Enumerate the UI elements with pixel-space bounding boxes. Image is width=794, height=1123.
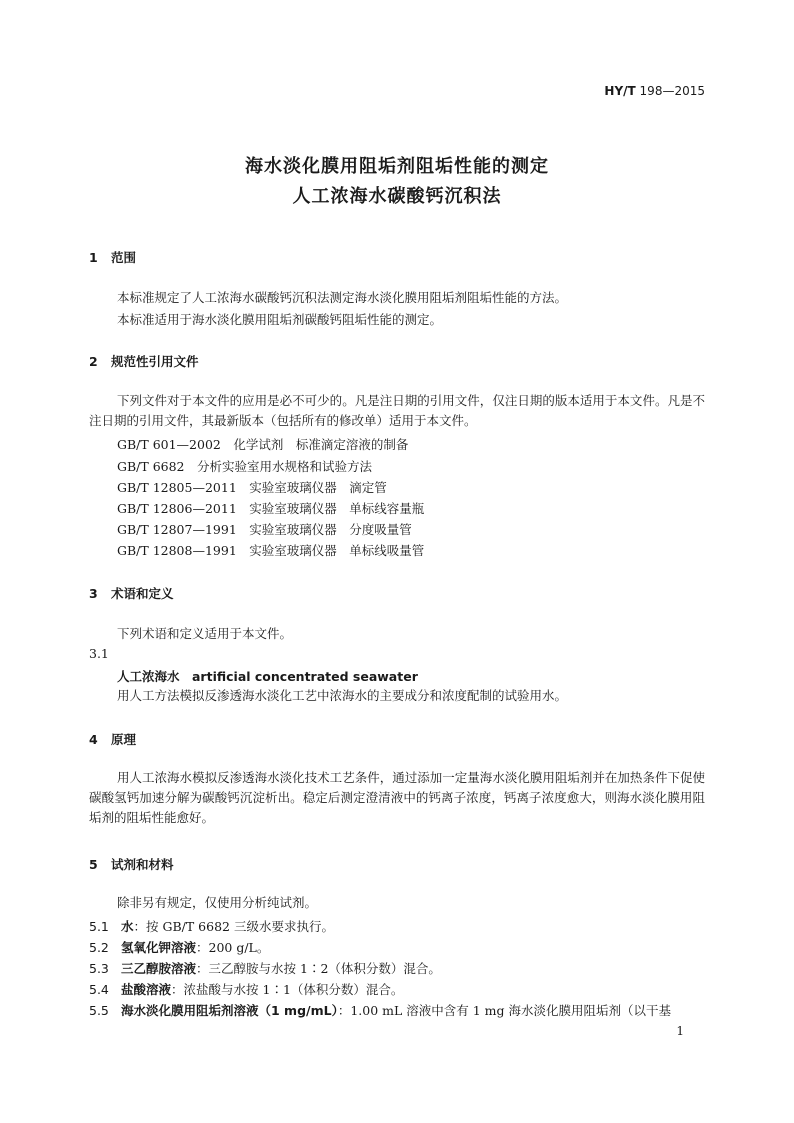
reference-item: GB/T 12808—1991 实验室玻璃仪器 单标线吸量管 [117,543,425,558]
clause-item [89,938,269,956]
reference-item: GB/T 601—2002 化学试剂 标准滴定溶液的制备 [117,437,409,452]
section-1-paragraph-2: 本标准适用于海水淡化膜用阻垢剂碳酸钙阻垢性能的测定。 [117,312,443,327]
term-definition: 用人工方法模拟反渗透海水淡化工艺中浓海水的主要成分和浓度配制的试验用水。 [117,688,568,703]
clause-item [89,917,334,935]
section-title: 原理 [111,732,137,747]
section-1-heading [89,248,136,266]
clause-number: 5.5 [89,1003,109,1018]
section-title: 试剂和材料 [111,857,174,872]
clause-name: 水 [121,919,134,934]
section-number: 5 [89,857,98,872]
clause-number: 5.3 [89,961,109,976]
section-4-heading [89,730,136,748]
standard-code [604,84,705,98]
reference-item: GB/T 12806—2011 实验室玻璃仪器 单标线容量瓶 [117,501,425,516]
clause-name: 氢氧化钾溶液 [121,940,197,955]
clause-name: 海水淡化膜用阻垢剂溶液（1 mg/mL） [121,1003,338,1018]
standard-prefix: HY/T [604,84,636,98]
reference-item: GB/T 12805—2011 实验室玻璃仪器 滴定管 [117,480,387,495]
reference-item: GB/T 6682 分析实验室用水规格和试验方法 [117,459,373,474]
section-number: 2 [89,354,98,369]
section-3-heading [89,584,174,602]
reference-item: GB/T 12807—1991 实验室玻璃仪器 分度吸量管 [117,522,412,537]
section-number: 3 [89,586,98,601]
clause-number: 5.2 [89,940,109,955]
clause-text: ：1.00 mL 溶液中含有 1 mg 海水淡化膜用阻垢剂（以干基 [337,1003,671,1018]
section-4-paragraph: 用人工浓海水模拟反渗透海水淡化技术工艺条件，通过添加一定量海水淡化膜用阻垢剂并在加热条件下促使碳酸氢钙加速分解为碳酸钙沉淀析出。稳定后测定澄清液中的钙离子浓度，钙离子浓度愈大，则海水淡化膜用阻垢剂的阻垢性能愈好。 [89,770,705,825]
clause-text: ：浓盐酸与水按 1∶1（体积分数）混合。 [171,982,404,997]
term-heading: 人工浓海水 artificial concentrated seawater [117,669,418,684]
clause-number: 5.4 [89,982,109,997]
section-3-intro: 下列术语和定义适用于本文件。 [117,626,293,641]
document-title-line1: 海水淡化膜用阻垢剂阻垢性能的测定 [245,156,549,177]
page-number: 1 [676,1024,684,1038]
clause-number: 5.1 [89,919,109,934]
clause-item [89,1001,671,1019]
section-5-heading [89,855,174,873]
clause-name: 盐酸溶液 [121,982,172,997]
section-1-paragraph-1: 本标准规定了人工浓海水碳酸钙沉积法测定海水淡化膜用阻垢剂阻垢性能的方法。 [117,290,568,305]
section-title: 术语和定义 [111,586,174,601]
term-number: 3.1 [89,646,109,661]
section-5-intro: 除非另有规定，仅使用分析纯试剂。 [117,895,318,910]
section-2-heading [89,352,199,370]
document-title-line2: 人工浓海水碳酸钙沉积法 [292,186,502,207]
section-number: 1 [89,250,98,265]
clause-text: ：三乙醇胺与水按 1∶2（体积分数）混合。 [196,961,441,976]
section-2-intro: 下列文件对于本文件的应用是必不可少的。凡是注日期的引用文件，仅注日期的版本适用于本文件。凡是不注日期的引用文件，其最新版本（包括所有的修改单）适用于本文件。 [89,393,705,428]
section-number: 4 [89,732,98,747]
clause-item [89,959,441,977]
section-title: 范围 [111,250,137,265]
clause-name: 三乙醇胺溶液 [121,961,197,976]
clause-text: ：200 g/L。 [196,940,270,955]
standard-number: 198—2015 [639,84,705,98]
clause-item [89,980,403,998]
clause-text: ：按 GB/T 6682 三级水要求执行。 [133,919,334,934]
section-title: 规范性引用文件 [111,354,199,369]
